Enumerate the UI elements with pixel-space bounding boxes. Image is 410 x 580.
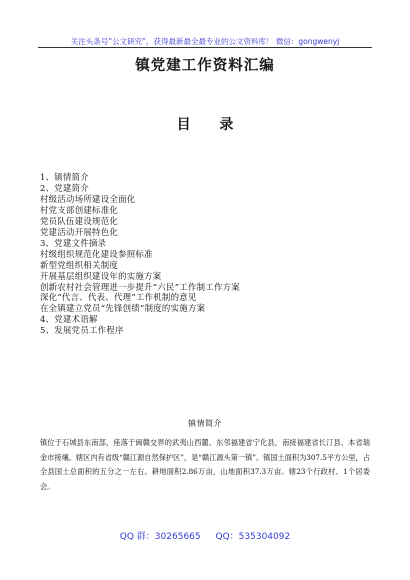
toc-item: 村级组织规范化建设参照标准 bbox=[40, 248, 153, 259]
toc-item: 村党支部创建标准化 bbox=[40, 204, 119, 215]
toc-item: 党建活动开展特色化 bbox=[40, 226, 119, 237]
toc-item: 创新农村社会管理进一步提升“六民”工作制工作方案 bbox=[40, 281, 241, 292]
page-footer bbox=[0, 529, 410, 542]
toc-item: 5、发展党员工作程序 bbox=[40, 325, 124, 336]
body-paragraph: 镇位于石城县东南部，座落于闽赣交界的武夷山西麓。东邻福建省宁化县，南接福建省长汀县、本省瑞金市接壤。辖区内有省级“赣江源自然保护区”，是“赣江源头第一镇”。镇国土面积为307.5平方公里，占全县国土总面积的五分之一左右。耕地面积2.86万亩，山地面积37.3万亩。辖23个行政村、1个居委会。 bbox=[40, 438, 370, 491]
toc-heading: 目 录 bbox=[176, 117, 246, 133]
toc-item: 3、党建文件摘录 bbox=[40, 237, 107, 248]
toc-item: 开展基层组织建设年的实施方案 bbox=[40, 270, 162, 281]
toc-item: 2、党建简介 bbox=[40, 182, 90, 193]
header-divider bbox=[38, 47, 372, 48]
table-of-contents bbox=[40, 172, 370, 336]
toc-item: 在全镇建立党员“先锋创绩”制度的实施方案 bbox=[40, 303, 206, 314]
page-header-banner: 关注头条号“公文研究”，获得最新最全最专业的公文资料库！ 微信：gongwenyj bbox=[70, 37, 340, 46]
toc-item: 深化“代言、代表、代理”工作机制的意见 bbox=[40, 292, 197, 303]
section-heading: 镇情简介 bbox=[188, 419, 222, 428]
toc-item: 党员队伍建设规范化 bbox=[40, 215, 119, 226]
document-title: 镇党建工作资料汇编 bbox=[135, 58, 275, 74]
footer-qq: QQ：535304092 bbox=[215, 532, 291, 542]
toc-item: 4、党建术语解 bbox=[40, 314, 98, 325]
toc-item: 新型党组织相关制度 bbox=[40, 259, 119, 270]
footer-qq-group: QQ 群：30265665 bbox=[119, 532, 201, 542]
toc-item: 1、镇情简介 bbox=[40, 172, 90, 182]
toc-item: 村级活动场所建设全面化 bbox=[40, 193, 136, 204]
